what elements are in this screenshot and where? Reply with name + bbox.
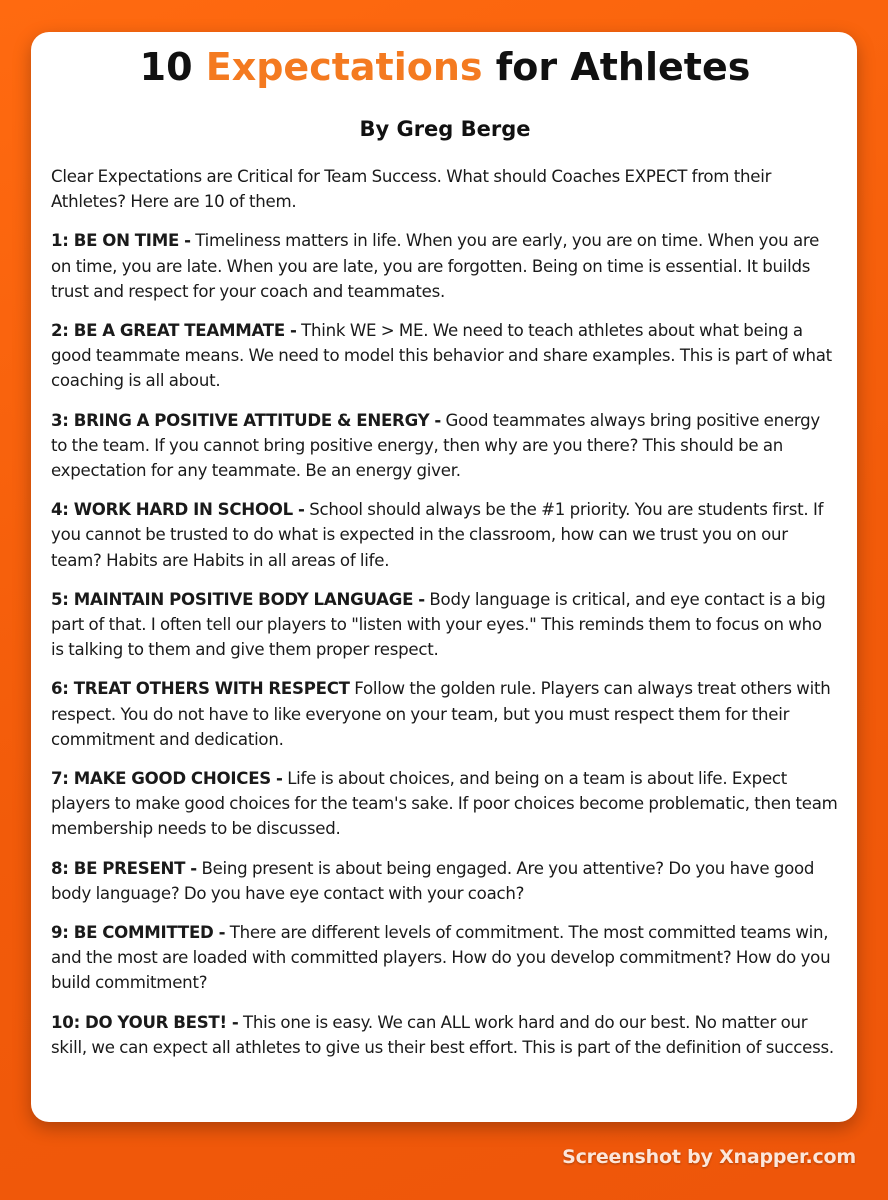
expectation-heading: 5: MAINTAIN POSITIVE BODY LANGUAGE - xyxy=(51,589,425,609)
title-number: 10 xyxy=(139,45,193,89)
expectation-item-9 xyxy=(51,920,839,996)
expectation-heading: 10: DO YOUR BEST! - xyxy=(51,1012,239,1032)
expectation-heading: 6: TREAT OTHERS WITH RESPECT xyxy=(51,679,350,699)
expectation-item-5 xyxy=(51,587,839,663)
expectation-item-1 xyxy=(51,228,839,304)
expectation-text: Follow the golden rule. Players can always treat others with respect. You do not have to like everyone on your team, but you must respect them for their commitment and dedication. xyxy=(51,679,831,749)
expectation-text: Being present is about being engaged. Are you attentive? Do you have good body language? Do you have eye contact with your coach? xyxy=(51,858,815,903)
expectation-heading: 4: WORK HARD IN SCHOOL - xyxy=(51,500,305,520)
expectation-item-4 xyxy=(51,497,839,573)
intro-paragraph: Clear Expectations are Critical for Team Success. What should Coaches EXPECT from their Athletes? Here are 10 of them. xyxy=(51,167,772,212)
xnapper-watermark: Screenshot by Xnapper.com xyxy=(562,1146,856,1168)
expectation-text: This one is easy. We can ALL work hard and do our best. No matter our skill, we can expect all athletes to give us their best effort. This is part of the definition of success. xyxy=(51,1012,834,1057)
expectation-item-8 xyxy=(51,856,839,906)
title-suffix: for Athletes xyxy=(495,45,751,89)
expectation-text: Timeliness matters in life. When you are early, you are on time. When you are on time, you are late. When you are late, you are forgotten. Being on time is essential. It builds trust and respect for your coach and teammates. xyxy=(51,231,820,301)
expectation-item-2 xyxy=(51,318,839,394)
expectation-text: Life is about choices, and being on a team is about life. Expect players to make good choices for the team's sake. If poor choices become problematic, then team membership needs to be discussed. xyxy=(51,769,838,839)
expectation-item-7 xyxy=(51,766,839,842)
expectation-heading: 1: BE ON TIME - xyxy=(51,231,191,251)
expectation-text: Body language is critical, and eye contact is a big part of that. I often tell our players to "listen with your eyes." This reminds them to focus on who is talking to them and give them proper respect. xyxy=(51,589,826,660)
author-byline: By Greg Berge xyxy=(359,117,531,141)
expectation-item-6 xyxy=(51,676,839,752)
title-accent-word: Expectations xyxy=(205,45,483,89)
expectation-text: Think WE > ME. We need to teach athletes about what being a good teammate means. We need to model this behavior and share examples. This is part of what coaching is all about. xyxy=(51,321,832,391)
expectation-heading: 9: BE COMMITTED - xyxy=(51,923,226,943)
expectation-heading: 3: BRING A POSITIVE ATTITUDE & ENERGY - xyxy=(51,410,441,430)
expectation-text: Good teammates always bring positive energy to the team. If you cannot bring positive energy, then why are you there? This should be an expectation for any teammate. Be an energy giver. xyxy=(51,410,820,481)
content-card xyxy=(31,32,857,1122)
expectation-text: School should always be the #1 priority. You are students first. If you cannot be trusted to do what is expected in the classroom, how can we trust you on our team? Habits are Habits in all areas of life. xyxy=(51,500,824,570)
expectation-heading: 7: MAKE GOOD CHOICES - xyxy=(51,769,283,789)
expectation-item-3 xyxy=(51,408,839,484)
expectations-list xyxy=(51,228,839,1060)
expectation-heading: 2: BE A GREAT TEAMMATE - xyxy=(51,321,297,341)
expectation-text: There are different levels of commitment. The most committed teams win, and the most are loaded with committed players. How do you develop commitment? How do you build commitment? xyxy=(51,923,831,993)
page-title xyxy=(51,44,839,90)
expectation-item-10 xyxy=(51,1010,839,1060)
expectation-heading: 8: BE PRESENT - xyxy=(51,858,197,878)
